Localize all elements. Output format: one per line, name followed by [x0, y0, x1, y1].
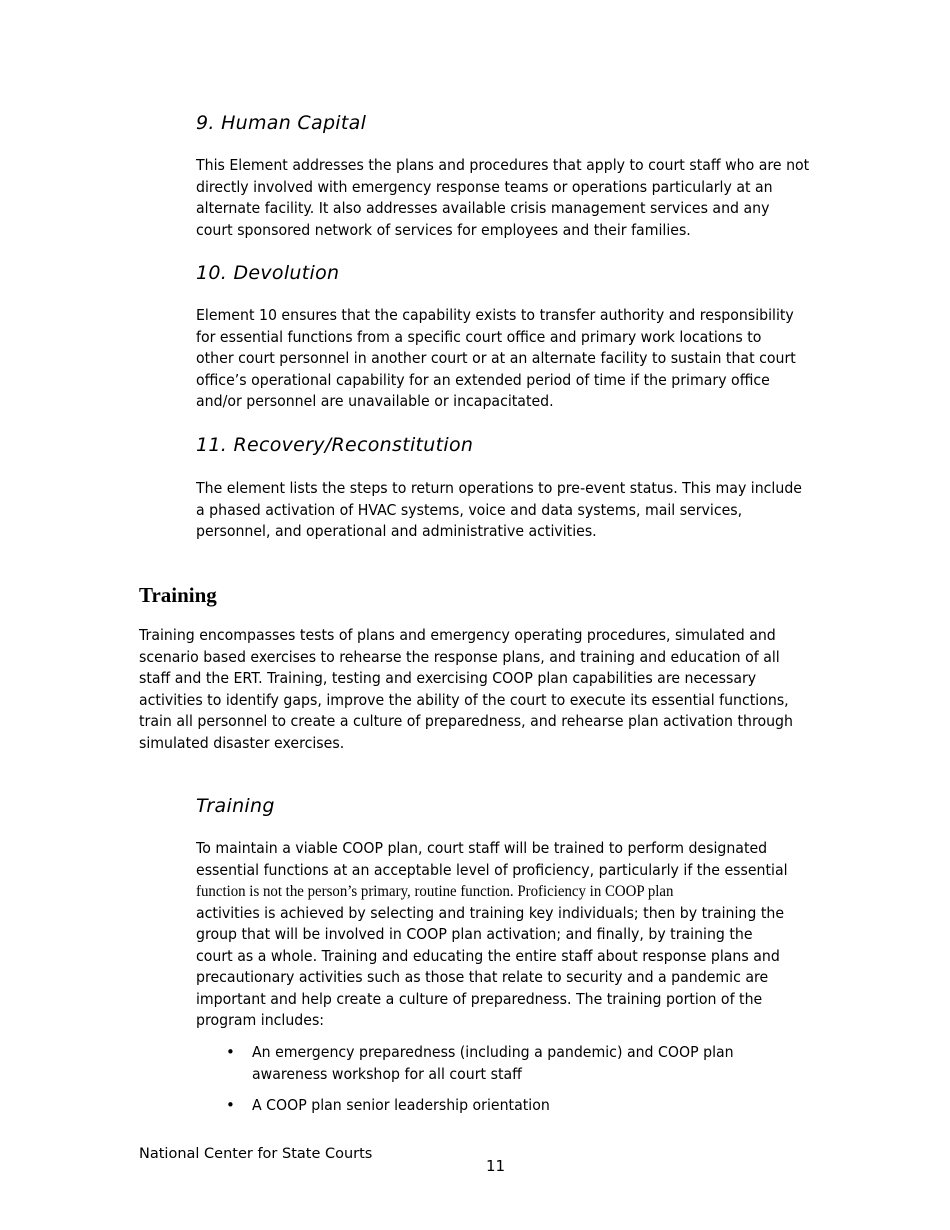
text-line: staff and the ERT. Training, testing and exercising COOP plan capabilities are necessary [139, 669, 757, 687]
text-line: other court personnel in another court or at an alternate facility to sustain that court [196, 349, 796, 367]
text-line: An emergency preparedness (including a pandemic) and COOP plan [252, 1043, 734, 1061]
text-line: activities is achieved by selecting and training key individuals; then by training the [196, 903, 785, 922]
section-heading-recovery: 11. Recovery/Reconstitution [196, 434, 474, 456]
text-line: directly involved with emergency response teams or operations particularly at an [196, 177, 773, 196]
paragraph-human-capital [196, 155, 828, 241]
text-line: precautionary activities such as those that relate to security and a pandemic are [196, 968, 769, 986]
text-line: awareness workshop for all court staff [252, 1064, 522, 1083]
page-number: 11 [486, 1157, 506, 1175]
training-program-list [196, 1042, 836, 1127]
training-section-heading: Training [139, 583, 217, 607]
training-subsection-heading: Training [196, 795, 275, 817]
text-line: To maintain a viable COOP plan, court staff will be trained to perform designated [196, 839, 768, 857]
text-line: The element lists the steps to return operations to pre-event status. This may include [196, 479, 802, 497]
text-line: scenario based exercises to rehearse the response plans, and training and education of all [139, 647, 780, 666]
text-line: important and help create a culture of preparedness. The training portion of the [196, 989, 763, 1008]
text-line: personnel, and operational and administrative activities. [196, 522, 597, 540]
text-line: alternate facility. It also addresses available crisis management services and any [196, 199, 770, 217]
text-line: and/or personnel are unavailable or incapacitated. [196, 392, 554, 410]
paragraph-recovery [196, 478, 828, 543]
text-line: court sponsored network of services for employees and their families. [196, 220, 691, 239]
text-line: simulated disaster exercises. [139, 733, 345, 752]
text-line: office’s operational capability for an extended period of time if the primary office [196, 370, 770, 389]
section-heading-devolution: 10. Devolution [196, 262, 340, 284]
list-item [196, 1042, 836, 1085]
text-line: train all personnel to create a culture of preparedness, and rehearse plan activation through [139, 712, 793, 730]
text-line: court as a whole. Training and educating the entire staff about response plans and [196, 946, 780, 965]
text-line: group that will be involved in COOP plan activation; and finally, by training the [196, 925, 753, 943]
list-item [196, 1095, 836, 1117]
text-line: Training encompasses tests of plans and emergency operating procedures, simulated and [139, 626, 776, 644]
text-line: activities to identify gaps, improve the ability of the court to execute its essential functions, [139, 690, 789, 709]
text-line: This Element addresses the plans and procedures that apply to court staff who are not [196, 156, 810, 174]
footer-organization: National Center for State Courts [139, 1146, 373, 1162]
list-item-text [252, 1095, 795, 1117]
text-line: function is not the person’s primary, routine function. Proficiency in COOP plan [196, 883, 674, 900]
paragraph-training-overview [139, 625, 827, 754]
paragraph-devolution [196, 305, 828, 413]
list-item-text [252, 1042, 795, 1085]
text-line: A COOP plan senior leadership orientation [252, 1096, 550, 1114]
bullet-icon: • [226, 1043, 235, 1061]
bullet-icon: • [226, 1096, 235, 1114]
text-line: a phased activation of HVAC systems, voice and data systems, mail services, [196, 500, 743, 519]
paragraph-training-detail [196, 838, 828, 1032]
section-heading-human-capital: 9. Human Capital [196, 112, 367, 134]
text-line: program includes: [196, 1011, 325, 1029]
text-line: Element 10 ensures that the capability exists to transfer authority and responsibility [196, 306, 794, 324]
text-line: for essential functions from a specific court office and primary work locations to [196, 327, 762, 346]
text-line: essential functions at an acceptable level of proficiency, particularly if the essential [196, 860, 788, 879]
